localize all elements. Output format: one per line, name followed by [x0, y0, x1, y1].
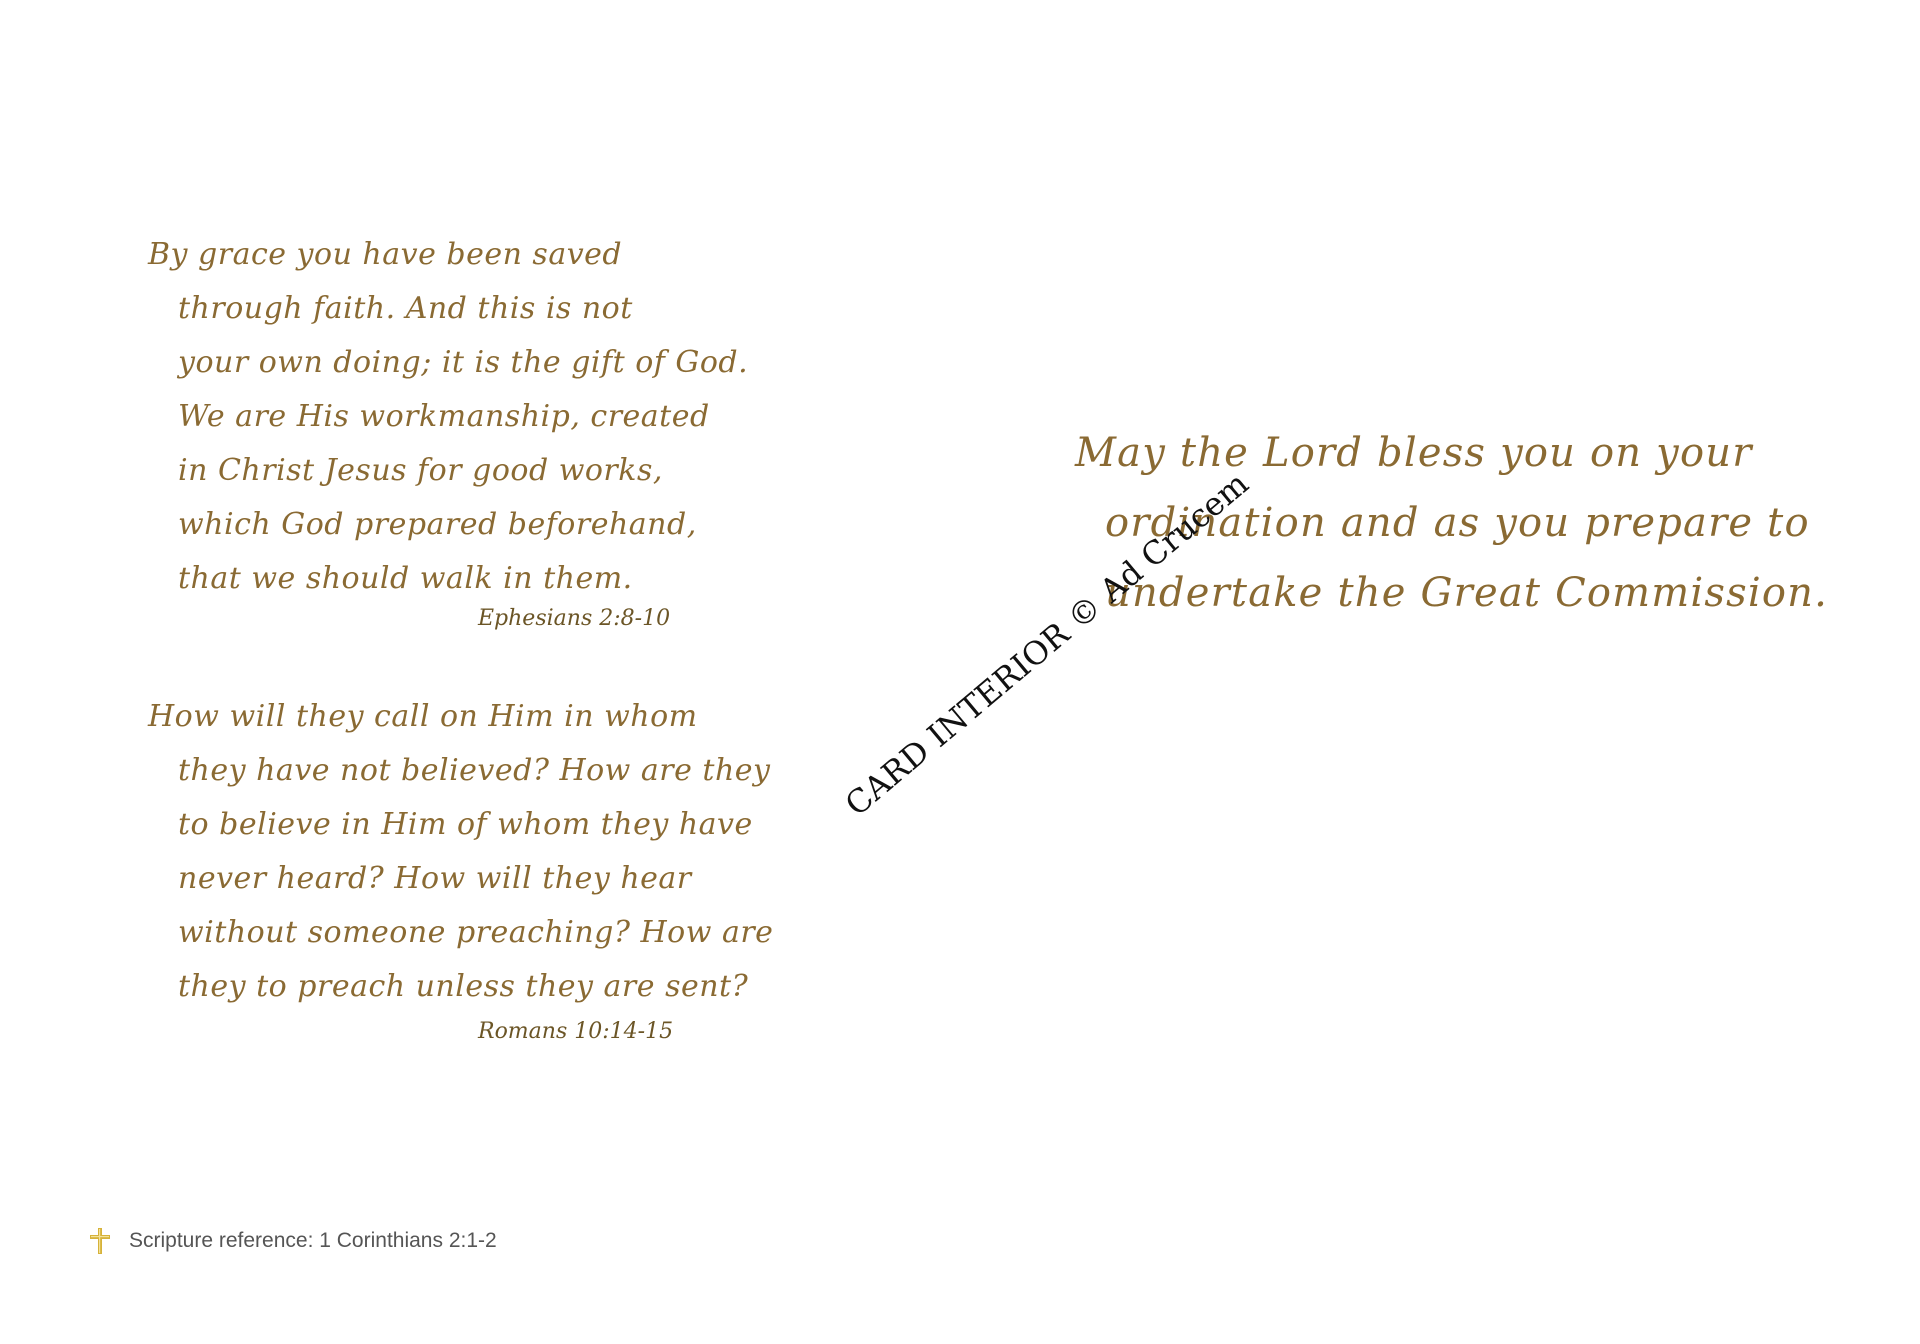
verse-line: which God prepared beforehand, [178, 507, 697, 542]
blessing-line: undertake the Great Commission. [1105, 570, 1829, 616]
verse-line: to believe in Him of whom they have [178, 807, 753, 842]
verse-line: in Christ Jesus for good works, [178, 453, 663, 488]
verse-line: they to preach unless they are sent? [178, 969, 749, 1004]
verse-ephesians [148, 228, 748, 606]
verse-line: that we should walk in them. [178, 561, 633, 596]
verse-line: We are His workmanship, created [178, 399, 710, 434]
verse-reference-ephesians: Ephesians 2:8-10 [478, 606, 671, 631]
watermark-text: CARD INTERIOR © Ad Crucem [837, 464, 1256, 824]
blessing-line: May the Lord bless you on your [1075, 430, 1753, 476]
cross-icon [85, 1226, 115, 1256]
blessing-line: ordination and as you prepare to [1105, 500, 1810, 546]
verse-line: never heard? How will they hear [178, 861, 692, 896]
verse-line: they have not believed? How are they [178, 753, 771, 788]
verse-line: your own doing; it is the gift of God. [178, 345, 749, 380]
footer [85, 1224, 497, 1258]
verse-reference-romans: Romans 10:14-15 [478, 1019, 674, 1044]
scripture-reference-footer: Scripture reference: 1 Corinthians 2:1-2 [129, 1229, 497, 1252]
verse-line: How will they call on Him in whom [148, 699, 698, 734]
verse-romans [148, 690, 773, 1014]
verse-line: By grace you have been saved [148, 237, 623, 272]
verse-line: through faith. And this is not [178, 291, 633, 326]
verse-line: without someone preaching? How are [178, 915, 774, 950]
